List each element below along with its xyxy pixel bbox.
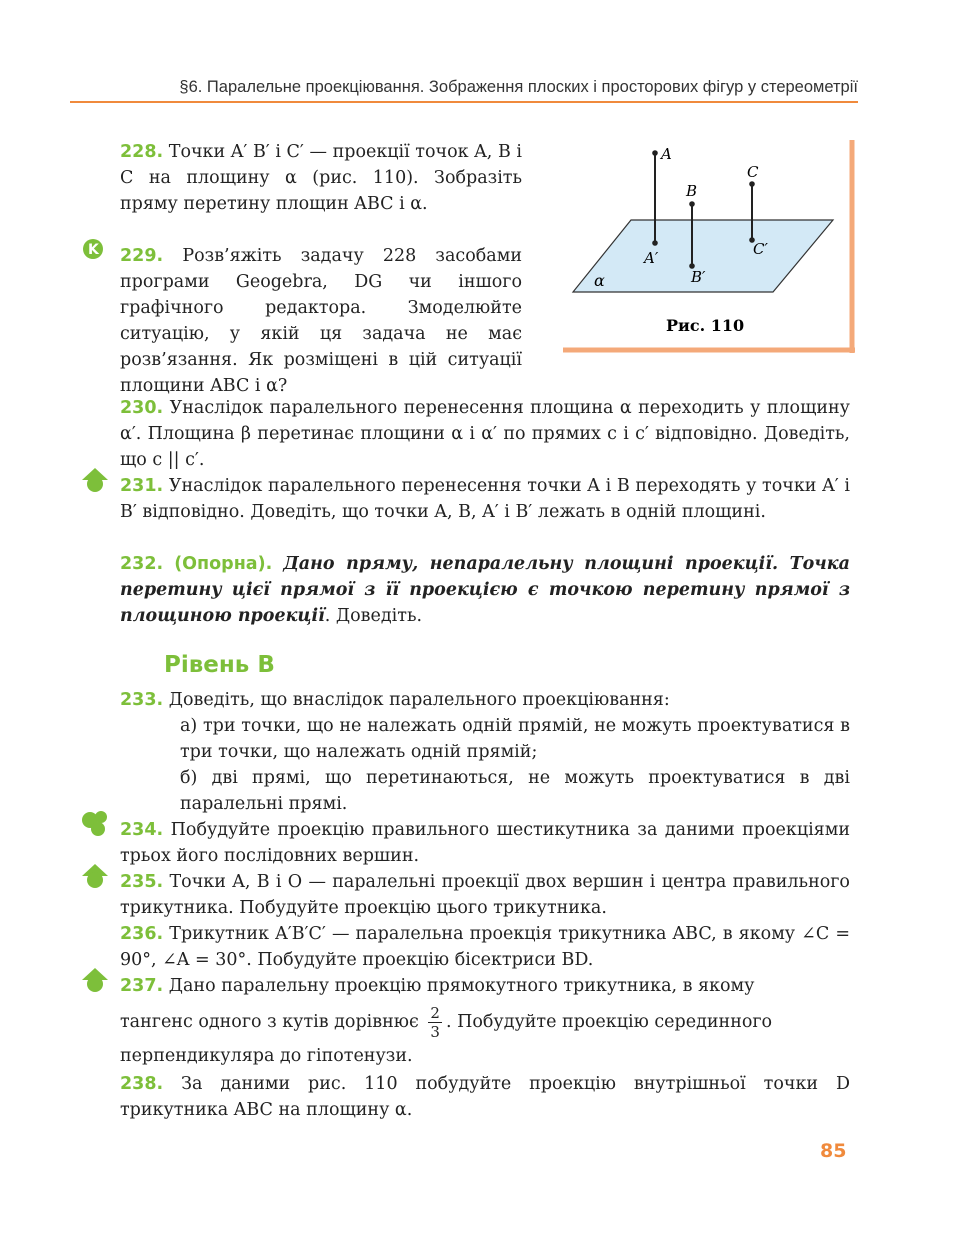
software-icon bbox=[80, 234, 108, 266]
problem-statement: Дано пряму, непаралельну площині проекції. Точка перетину цієї прямої з її проекцією є точкою перетину прямої з площиною проекції bbox=[120, 554, 850, 626]
section-heading: Рівень B bbox=[164, 652, 275, 678]
problem-number: 236. bbox=[120, 924, 164, 944]
svg-text:K: K bbox=[88, 242, 99, 258]
problem-235 bbox=[120, 869, 850, 921]
problem-number: 231. bbox=[120, 476, 164, 496]
problem-232 bbox=[120, 551, 850, 629]
problem-number: 234. bbox=[120, 820, 164, 840]
problem-text: Доведіть, що внаслідок паралельного проекціювання: bbox=[168, 690, 670, 710]
problem-text: Точки A, B і O — паралельні проекції двох вершин і центра правильного трикутника. Побудуйте проекцію цього трикутника. bbox=[120, 872, 850, 918]
label-C: C bbox=[747, 163, 759, 181]
problem-233-b: б) дві прямі, що перетинаються, не можуть проектуватися в дві паралельні прямі. bbox=[180, 768, 850, 814]
level-up-icon bbox=[80, 966, 110, 998]
problem-238 bbox=[120, 1071, 850, 1123]
problem-text: Трикутник A′B′C′ — паралельна проекція трикутника ABC, в якому ∠C = 90°, ∠A = 30°. Побудуйте проекцію бісектриси BD. bbox=[120, 924, 850, 970]
figure-caption: Рис. 110 bbox=[666, 316, 745, 335]
label-C-prime: C′ bbox=[753, 240, 768, 258]
problem-text: Точки A′ B′ і C′ — проекції точок A, B і C на площину α (рис. 110). Зобразіть пряму перетину площин ABC і α. bbox=[120, 142, 522, 214]
problem-number: 235. bbox=[120, 872, 164, 892]
problem-text-pre: тангенс одного з кутів дорівнює bbox=[120, 1012, 419, 1032]
problem-text-line1: Дано паралельну проекцію прямокутного трикутника, в якому bbox=[168, 976, 755, 996]
problem-text-post: . Побудуйте проекцію серединного bbox=[445, 1012, 773, 1032]
fraction-denominator: 3 bbox=[430, 1023, 440, 1041]
problem-text: Розв’яжіть задачу 228 засобами програми Geogebra, DG чи іншого графічного редактора. Змоделюйте ситуацію, у якій ця задача не має розв’язання. Як розміщені в цій ситуації площини ABC і α? bbox=[120, 246, 522, 396]
problem-number: 229. bbox=[120, 246, 164, 266]
header-rule bbox=[70, 101, 858, 103]
page-number: 85 bbox=[820, 1140, 847, 1162]
figure-110 bbox=[563, 140, 855, 353]
level-up-icon bbox=[80, 466, 110, 498]
label-alpha: α bbox=[594, 271, 605, 290]
running-header: §6. Паралельне проекціювання. Зображення плоских і просторових фігур у стереометрії bbox=[179, 78, 858, 96]
label-A-prime: A′ bbox=[644, 249, 659, 267]
problem-231 bbox=[120, 473, 850, 525]
problem-number: 233. bbox=[120, 690, 164, 710]
problem-233-a: а) три точки, що не належать одній прямій, не можуть проектуватися в три точки, що належать одній прямій; bbox=[180, 716, 850, 762]
cluster-icon bbox=[80, 808, 110, 842]
problem-237-line3: перпендикуляра до гіпотенузи. bbox=[120, 1046, 413, 1066]
problem-229 bbox=[120, 243, 522, 399]
problem-end: . Доведіть. bbox=[324, 606, 423, 626]
problem-number: 232. bbox=[120, 554, 164, 574]
problem-234 bbox=[120, 817, 850, 869]
problem-237 bbox=[120, 973, 850, 999]
problem-237-line2 bbox=[120, 1004, 850, 1041]
problem-233 bbox=[120, 687, 850, 713]
fraction-numerator: 2 bbox=[430, 1004, 440, 1022]
problem-text: За даними рис. 110 побудуйте проекцію внутрішньої точки D трикутника ABC на площину α. bbox=[120, 1074, 850, 1120]
problem-tag: (Опорна). bbox=[174, 554, 273, 574]
label-B: B bbox=[686, 182, 698, 200]
label-A: A bbox=[661, 145, 672, 163]
problem-number: 228. bbox=[120, 142, 164, 162]
problem-number: 238. bbox=[120, 1074, 164, 1094]
problem-230 bbox=[120, 395, 850, 473]
problem-text: Побудуйте проекцію правильного шестикутника за даними проекціями трьох його послідовних вершин. bbox=[120, 820, 850, 866]
problem-text: Унаслідок паралельного перенесення площина α переходить у площину α′. Площина β перетинає площини α і α′ по прямих c і c′ відповідно. Доведіть, що c || c′. bbox=[120, 398, 850, 470]
problem-number: 237. bbox=[120, 976, 164, 996]
problem-text: Унаслідок паралельного перенесення точки A і B переходять у точки A′ і B′ відповідно. Доведіть, що точки A, B, A′ і B′ лежать в одній площині. bbox=[120, 476, 850, 522]
problem-236 bbox=[120, 921, 850, 973]
problem-228 bbox=[120, 139, 522, 217]
level-up-icon bbox=[80, 862, 110, 894]
label-B-prime: B′ bbox=[691, 268, 706, 286]
fraction bbox=[428, 1004, 442, 1041]
problem-number: 230. bbox=[120, 398, 164, 418]
